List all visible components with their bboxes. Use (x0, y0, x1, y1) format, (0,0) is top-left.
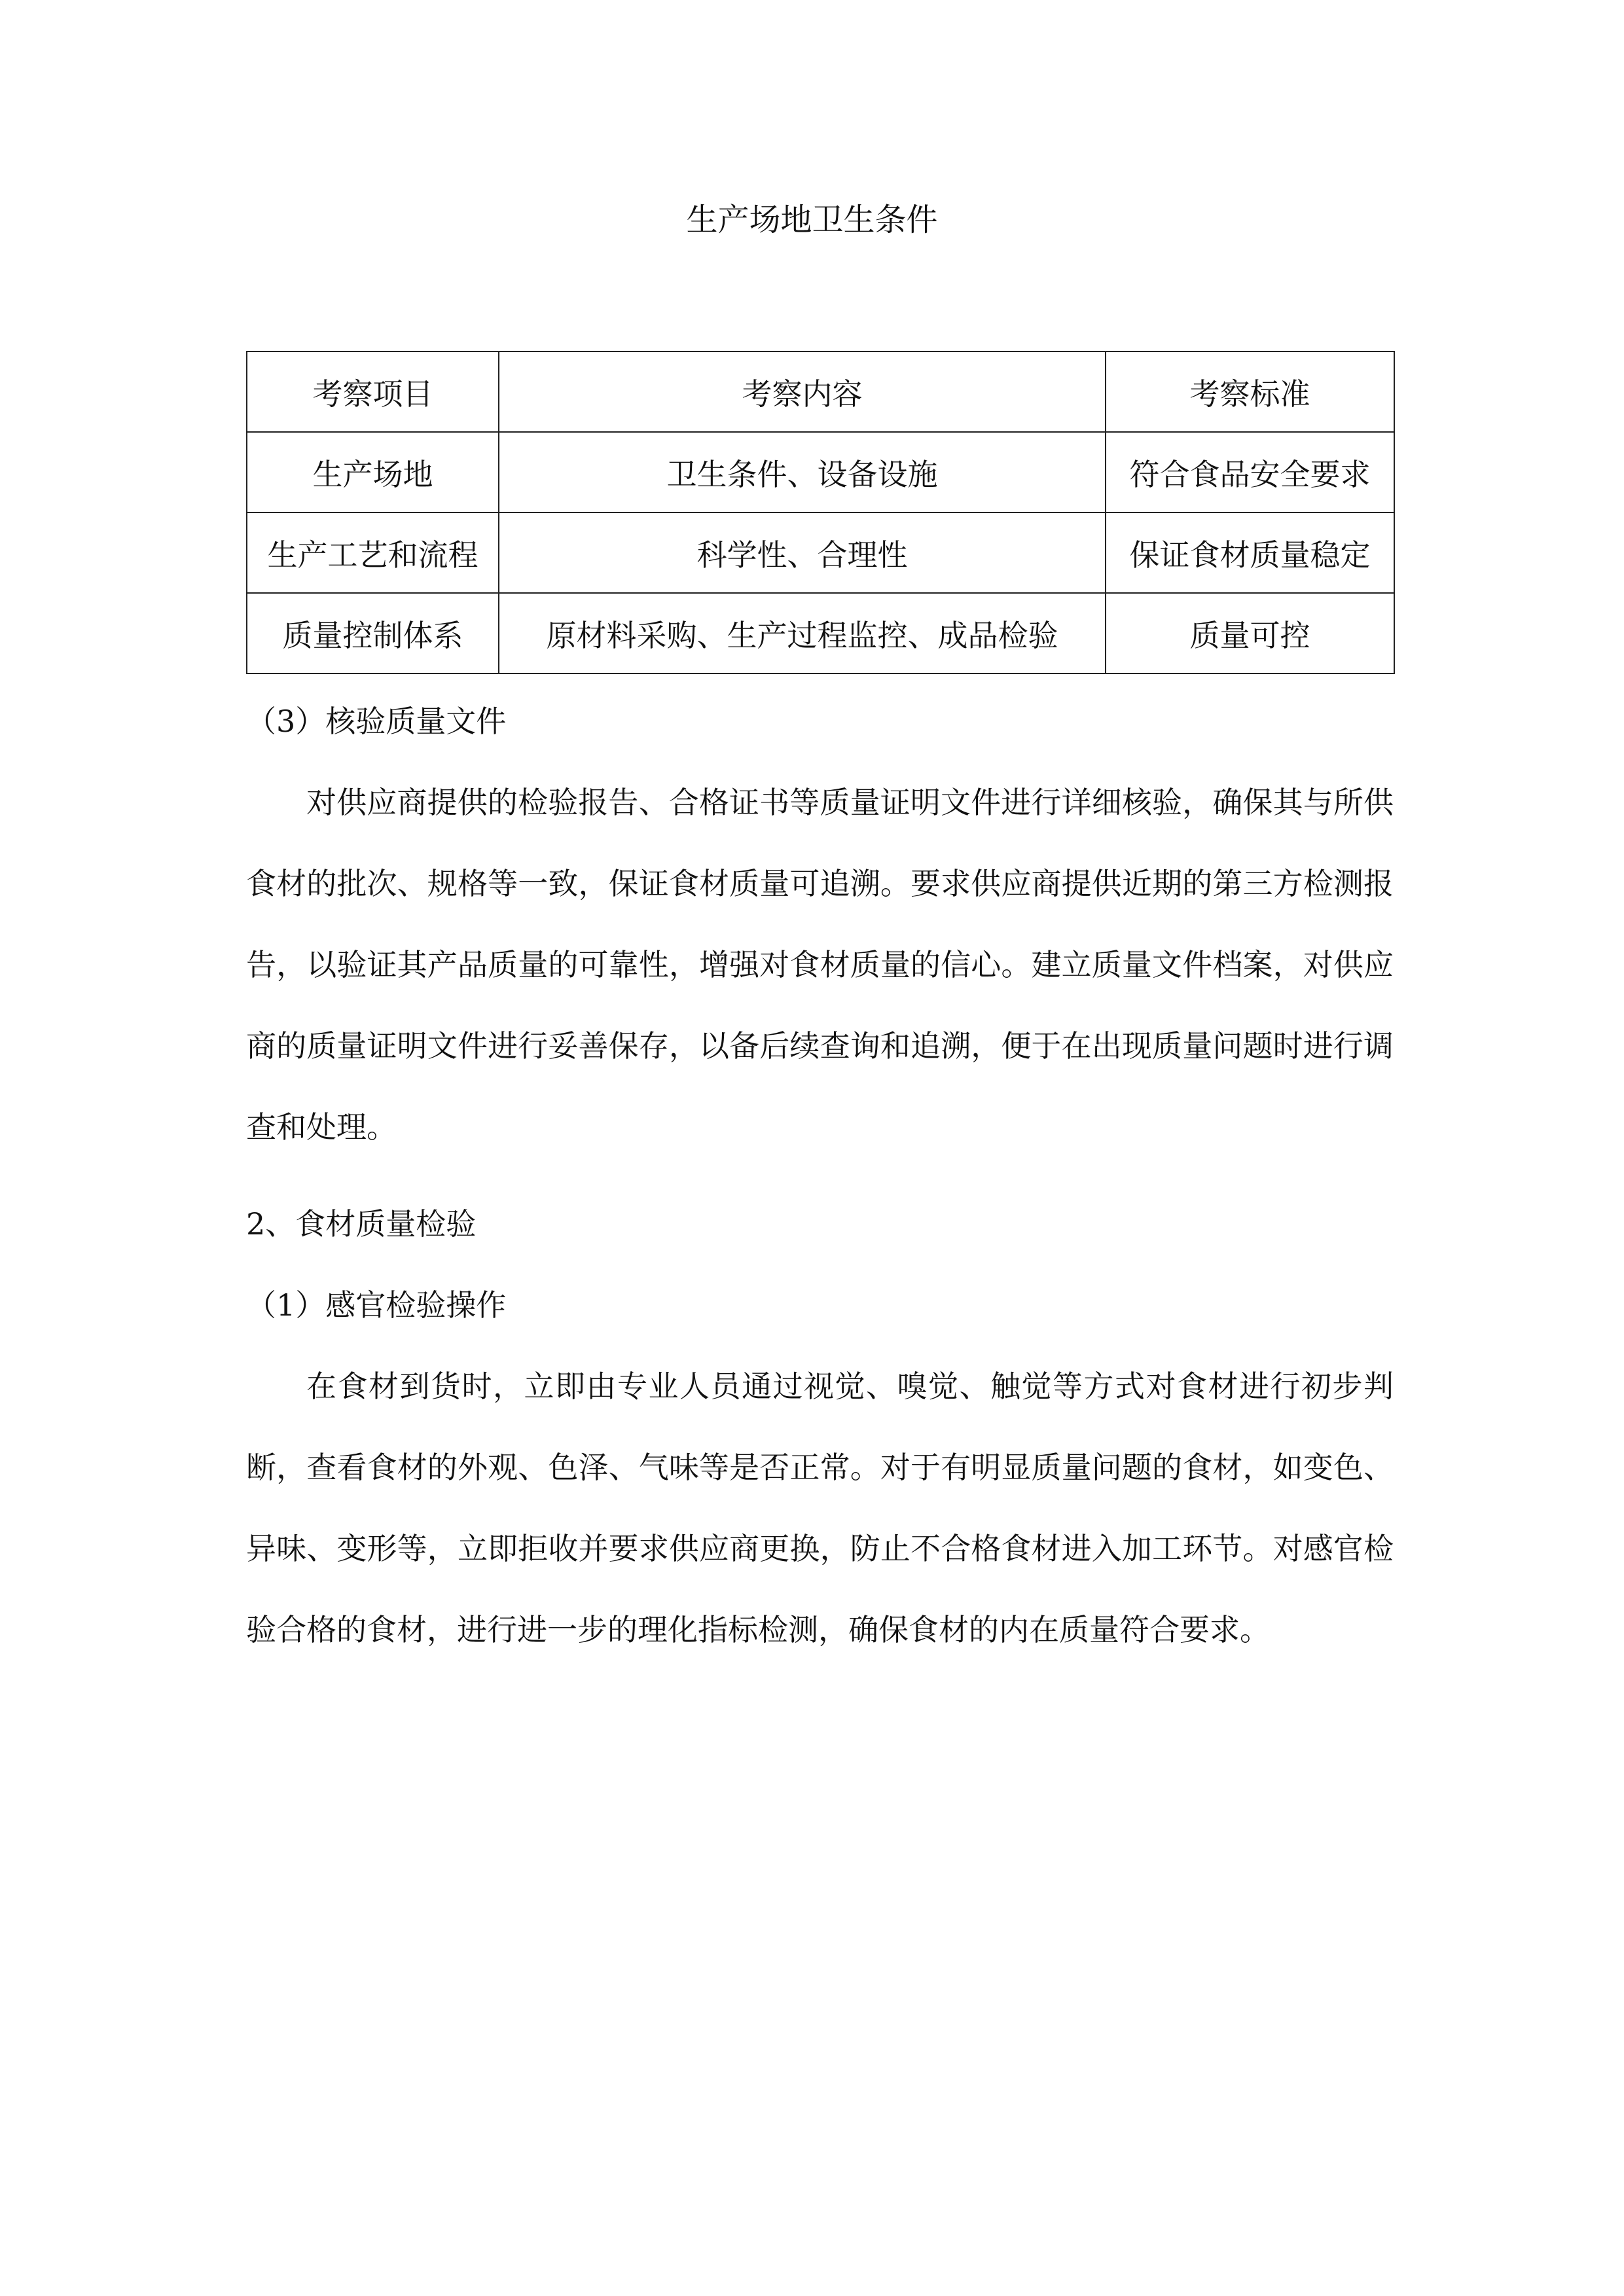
table-row (247, 593, 1394, 673)
paragraph-sensory-inspection: 在食材到货时，立即由专业人员通过视觉、嗅觉、触觉等方式对食材进行初步判断，查看食材的外观、色泽、气味等是否正常。对于有明显质量问题的食材，如变色、异味、变形等，立即拒收并要求供应商更换，防止不合格食材进入加工环节。对感官检验合格的食材，进行进一步的理化指标检测，确保食材的内在质量符合要求。 (246, 1369, 1394, 1647)
table-cell: 生产工艺和流程 (247, 512, 499, 593)
table-cell: 质量控制体系 (247, 593, 499, 673)
inspection-table (246, 351, 1395, 674)
section-heading-sensory-inspection: （1）感官检验操作 (246, 1287, 507, 1323)
header-cell-standard: 考察标准 (1106, 351, 1394, 432)
table-cell: 原材料采购、生产过程监控、成品检验 (499, 593, 1106, 673)
section-heading-quality-inspection: 2、食材质量检验 (246, 1206, 477, 1242)
table-cell: 卫生条件、设备设施 (499, 432, 1106, 512)
section-spacer (246, 1168, 1394, 1183)
table-header-row (247, 351, 1394, 432)
table-row (247, 512, 1394, 593)
paragraph-verify-documents: 对供应商提供的检验报告、合格证书等质量证明文件进行详细核验，确保其与所供食材的批次、规格等一致，保证食材质量可追溯。要求供应商提供近期的第三方检测报告，以验证其产品质量的可靠性，增强对食材质量的信心。建立质量文件档案，对供应商的质量证明文件进行妥善保存，以备后续查询和追溯，便于在出现质量问题时进行调查和处理。 (246, 785, 1394, 1145)
body-text (246, 681, 1394, 1670)
page-title: 生产场地卫生条件 (686, 202, 938, 238)
table-cell: 符合食品安全要求 (1106, 432, 1394, 512)
table-row (247, 432, 1394, 512)
table-cell: 保证食材质量稳定 (1106, 512, 1394, 593)
header-cell-content: 考察内容 (499, 351, 1106, 432)
table-cell: 生产场地 (247, 432, 499, 512)
header-cell-item: 考察项目 (247, 351, 499, 432)
section-heading-verify-documents: （3）核验质量文件 (246, 704, 507, 739)
table-cell: 科学性、合理性 (499, 512, 1106, 593)
table-cell: 质量可控 (1106, 593, 1394, 673)
